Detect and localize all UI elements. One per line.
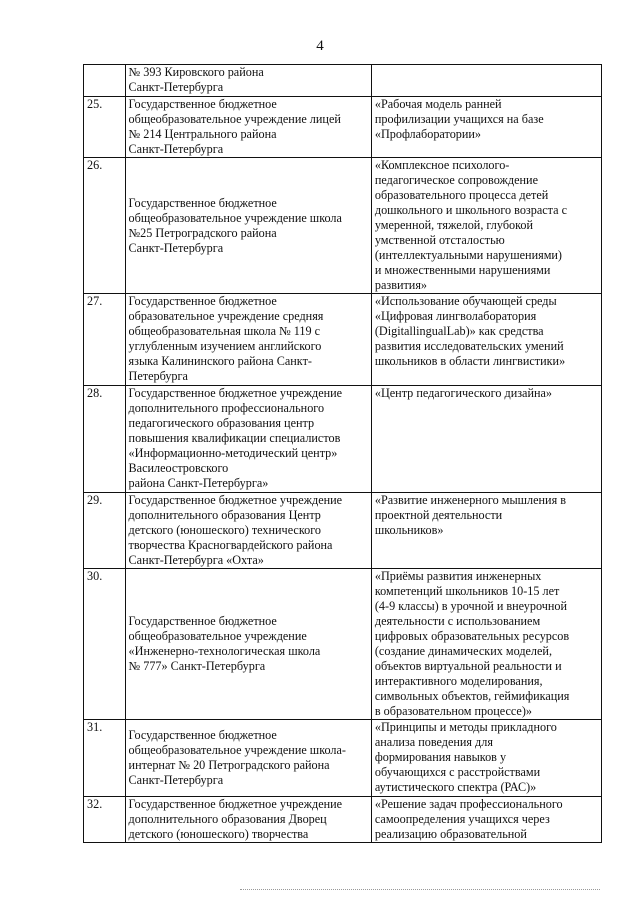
organization-name: Государственное бюджетное общеобразовательное учреждение «Инженерно-технологическая школа № 777» Санкт-Петербурга: [128, 614, 321, 673]
table-row: [84, 158, 602, 294]
row-number: 26.: [84, 158, 126, 294]
organization-name: Государственное бюджетное учреждение дополнительного образования Дворец детского (юношеского) творчества: [128, 797, 343, 841]
organization-name: № 393 Кировского района Санкт-Петербурга: [128, 65, 264, 94]
organizations-table: [83, 64, 602, 843]
table-row: [84, 493, 602, 569]
table-row: [84, 386, 602, 493]
project-title: «Рабочая модель ранней профилизации учащихся на базе «Профлаборатории»: [374, 97, 544, 141]
project-title: «Центр педагогического дизайна»: [374, 386, 552, 400]
table-row: [84, 65, 602, 97]
organization-name: Государственное бюджетное общеобразовательное учреждение школа- интернат № 20 Петроградского района Санкт-Петербурга: [128, 728, 346, 787]
row-number: 30.: [84, 569, 126, 720]
table-row: [84, 294, 602, 386]
organization-name: Государственное бюджетное образовательное учреждение средняя общеобразовательная школа № 119 с углубленным изучением английского языка Калининского района Санкт- Петербурга: [128, 294, 324, 383]
row-number: 32.: [84, 797, 126, 843]
project-title: «Развитие инженерного мышления в проектной деятельности школьников»: [374, 493, 566, 537]
organization-name: Государственное бюджетное учреждение дополнительного профессионального педагогического образования центр повышения квалификации специалистов «Информационно-методический центр» Василеостровского района Санкт-Петербурга»: [128, 386, 343, 490]
organization-name: Государственное бюджетное общеобразовательное учреждение лицей № 214 Центрального района Санкт-Петербурга: [128, 97, 341, 156]
row-number: 27.: [84, 294, 126, 386]
row-number: 31.: [84, 720, 126, 797]
table-row: [84, 97, 602, 158]
row-number: 29.: [84, 493, 126, 569]
row-number: 28.: [84, 386, 126, 493]
project-title: «Решение задач профессионального самоопределения учащихся через реализацию образовательной: [374, 797, 563, 841]
project-title: «Использование обучающей среды «Цифровая лингволаборатория (DigitallingualLab)» как средства развития исследовательских умений школьников в области лингвистики»: [374, 294, 566, 368]
organization-name: Государственное бюджетное учреждение дополнительного образования Центр детского (юношеского) технического творчества Красногвардейского района Санкт-Петербурга «Охта»: [128, 493, 343, 567]
table-row: [84, 569, 602, 720]
page-bottom-divider: [240, 889, 600, 900]
row-number: [84, 65, 126, 97]
row-number: 25.: [84, 97, 126, 158]
organization-name: Государственное бюджетное общеобразовательное учреждение школа №25 Петроградского района Санкт-Петербурга: [128, 195, 342, 255]
project-title: «Комплексное психолого- педагогическое сопровождение образовательного процесса детей дошкольного и школьного возраста с умеренной, тяжелой, глубокой умственной отсталостью (интеллектуальными нарушениями) и множественными нарушениями развития»: [374, 158, 567, 292]
project-title: «Приёмы развития инженерных компетенций школьников 10-15 лет (4-9 классы) в урочной и внеурочной деятельности с использованием цифровых образовательных ресурсов (создание динамических моделей, объектов виртуальной реальности и интерактивного моделирования, символьных объектов, геймификация в образовательном процессе)»: [374, 569, 570, 718]
page-number: 4: [316, 38, 324, 54]
project-title: «Принципы и методы прикладного анализа поведения для формирования навыков у обучающихся с расстройствами аутистического спектра (РАС)»: [374, 720, 557, 794]
table-row: [84, 797, 602, 843]
table-row: [84, 720, 602, 797]
